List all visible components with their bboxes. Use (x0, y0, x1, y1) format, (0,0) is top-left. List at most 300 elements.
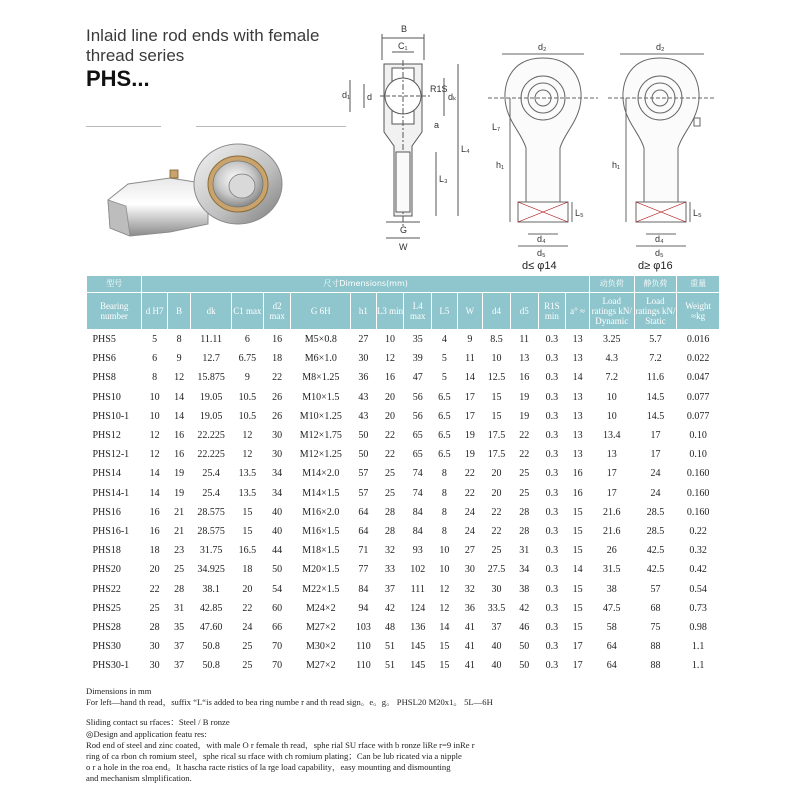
table-cell: 31 (510, 541, 538, 560)
table-row (87, 637, 720, 656)
column-header: d5 (510, 293, 538, 330)
table-cell: 28 (510, 522, 538, 541)
table-cell: 6.5 (432, 426, 458, 445)
label-B: B (401, 24, 408, 34)
label-W: W (399, 242, 408, 252)
table-cell: 17 (589, 484, 634, 503)
table-cell: 22.225 (191, 426, 231, 445)
table-cell: 22 (231, 599, 263, 618)
column-header: d H7 (142, 293, 168, 330)
table-cell: 0.3 (538, 656, 566, 675)
table-cell: 8 (432, 484, 458, 503)
label-G: G (400, 225, 408, 235)
table-row (87, 503, 720, 522)
table-cell: 34 (510, 560, 538, 579)
table-cell: 88 (634, 656, 677, 675)
table-cell: 19 (457, 445, 483, 464)
table-cell: 16 (167, 426, 190, 445)
label-d4-large: d₄ (655, 234, 664, 244)
table-cell: 10.5 (231, 388, 263, 407)
table-cell: 5.7 (634, 330, 677, 350)
column-header: a° ≈ (566, 293, 590, 330)
table-cell: 11 (510, 330, 538, 350)
table-cell: 0.3 (538, 464, 566, 483)
table-cell: 32 (376, 541, 404, 560)
table-cell: 0.3 (538, 349, 566, 368)
table-cell: 17 (566, 656, 590, 675)
table-cell: 33.5 (483, 599, 511, 618)
table-cell: 13 (589, 445, 634, 464)
table-cell: 111 (404, 579, 432, 598)
table-cell: 0.077 (677, 388, 720, 407)
bearing-number-cell: PHS10-1 (87, 407, 142, 426)
table-cell: 145 (404, 656, 432, 675)
table-cell: 0.016 (677, 330, 720, 350)
table-cell: 84 (404, 503, 432, 522)
table-cell: 17 (457, 388, 483, 407)
column-header: C1 max (231, 293, 263, 330)
table-cell: 0.3 (538, 330, 566, 350)
table-cell: 19.05 (191, 407, 231, 426)
table-cell: 40 (263, 522, 291, 541)
table-cell: 60 (263, 599, 291, 618)
table-cell: 17.5 (483, 426, 511, 445)
table-cell: 38.1 (191, 579, 231, 598)
table-cell: 34.925 (191, 560, 231, 579)
table-row (87, 599, 720, 618)
table-cell: 28 (376, 522, 404, 541)
table-cell: 14 (142, 464, 168, 483)
table-cell: 0.022 (677, 349, 720, 368)
table-cell: 50.8 (191, 637, 231, 656)
table-cell: 15 (432, 656, 458, 675)
table-cell: 16 (167, 445, 190, 464)
table-cell: 14 (566, 560, 590, 579)
table-cell: 24 (457, 503, 483, 522)
caption-small-bore: d≤ φ14 (522, 260, 557, 272)
table-cell: 145 (404, 637, 432, 656)
table-cell: 13.5 (231, 464, 263, 483)
table-cell: 14 (432, 618, 458, 637)
bearing-number-cell: PHS16 (87, 503, 142, 522)
column-header: L4 max (404, 293, 432, 330)
bearing-number-cell: PHS16-1 (87, 522, 142, 541)
table-cell: 0.3 (538, 445, 566, 464)
table-cell: 71 (351, 541, 377, 560)
table-row (87, 541, 720, 560)
bearing-number-cell: PHS25 (87, 599, 142, 618)
table-cell: 0.3 (538, 522, 566, 541)
table-cell: 12.5 (483, 368, 511, 387)
front-view-small (488, 32, 598, 272)
table-cell: 50 (510, 656, 538, 675)
table-cell: 47.60 (191, 618, 231, 637)
column-header: Load ratings kN/ Static (634, 293, 677, 330)
table-cell: 20 (483, 484, 511, 503)
spec-table (86, 275, 720, 675)
table-cell: 40 (483, 656, 511, 675)
table-cell: M14×2.0 (291, 464, 351, 483)
table-cell: 28.575 (191, 522, 231, 541)
table-cell: 25 (376, 484, 404, 503)
bearing-number-cell: PHS30 (87, 637, 142, 656)
bearing-number-cell: PHS12-1 (87, 445, 142, 464)
table-cell: 19.05 (191, 388, 231, 407)
table-cell: M27×2 (291, 656, 351, 675)
table-cell: 5 (142, 330, 168, 350)
table-cell: 42.85 (191, 599, 231, 618)
table-cell: 16.5 (231, 541, 263, 560)
table-cell: M20×1.5 (291, 560, 351, 579)
table-cell: 28 (167, 579, 190, 598)
table-cell: 0.047 (677, 368, 720, 387)
table-cell: 0.077 (677, 407, 720, 426)
table-cell: 15 (231, 522, 263, 541)
table-cell: 19 (457, 426, 483, 445)
table-cell: 37 (483, 618, 511, 637)
label-dk: dₖ (448, 92, 457, 102)
bearing-number-cell: PHS14 (87, 464, 142, 483)
table-row (87, 484, 720, 503)
table-cell: 24 (231, 618, 263, 637)
table-cell: 43 (351, 388, 377, 407)
table-cell: 15 (566, 522, 590, 541)
table-cell: 14 (142, 484, 168, 503)
table-cell: 28 (376, 503, 404, 522)
table-cell: 40 (263, 503, 291, 522)
group-header-model: 型号 (87, 276, 142, 293)
table-cell: 41 (457, 618, 483, 637)
table-cell: 26 (589, 541, 634, 560)
table-cell: 12 (142, 445, 168, 464)
table-cell: 37 (376, 579, 404, 598)
label-d: d (367, 92, 373, 102)
table-cell: 102 (404, 560, 432, 579)
table-cell: 64 (351, 522, 377, 541)
label-d2-large: d₂ (656, 42, 665, 52)
table-cell: 42.5 (634, 560, 677, 579)
table-cell: 14 (167, 388, 190, 407)
table-cell: 8 (432, 522, 458, 541)
label-L7: L₇ (492, 122, 501, 132)
column-header-row (87, 293, 720, 330)
bearing-number-cell: PHS5 (87, 330, 142, 350)
front-view-large (608, 32, 718, 272)
table-cell: 18 (263, 349, 291, 368)
table-cell: 64 (351, 503, 377, 522)
table-cell: 56 (404, 388, 432, 407)
table-cell: 1.1 (677, 656, 720, 675)
table-cell: 70 (263, 637, 291, 656)
group-header-weight: 重量 (677, 276, 720, 293)
table-cell: 36 (351, 368, 377, 387)
table-cell: 50.8 (191, 656, 231, 675)
bearing-number-cell: PHS8 (87, 368, 142, 387)
table-cell: 84 (404, 522, 432, 541)
table-cell: 30 (142, 637, 168, 656)
table-cell: 0.160 (677, 464, 720, 483)
table-cell: 22 (457, 484, 483, 503)
table-cell: 16 (566, 484, 590, 503)
table-cell: 15 (566, 579, 590, 598)
table-cell: 0.42 (677, 560, 720, 579)
table-cell: 18 (142, 541, 168, 560)
table-cell: 22 (142, 579, 168, 598)
table-cell: 5 (432, 368, 458, 387)
bearing-number-cell: PHS20 (87, 560, 142, 579)
note-design-3: o r a hole in the roa end。It hascha racte ristics of la rge load capability，easy mounting and dismounting (86, 762, 451, 773)
table-cell: 6.5 (432, 407, 458, 426)
note-design-1: Rod end of steel and zinc coated，with male O r female th read，sphe rial SU rface with b ronze liRe r=9 inRe r (86, 739, 475, 750)
table-cell: 16 (263, 330, 291, 350)
notes (86, 686, 746, 785)
table-cell: 17 (589, 464, 634, 483)
table-cell: 15 (432, 637, 458, 656)
table-cell: 41 (457, 637, 483, 656)
label-alpha: a (434, 120, 440, 130)
table-cell: M5×0.8 (291, 330, 351, 350)
divider-left (86, 126, 161, 127)
table-cell: 47 (404, 368, 432, 387)
table-cell: 14 (167, 407, 190, 426)
table-cell: 37 (167, 656, 190, 675)
table-cell: 17 (634, 426, 677, 445)
note-design-4: and mechanism slmplification. (86, 773, 192, 784)
table-cell: 28 (142, 618, 168, 637)
table-cell: 39 (404, 349, 432, 368)
table-cell: 16 (376, 368, 404, 387)
table-cell: 8 (142, 368, 168, 387)
table-cell: 8 (432, 464, 458, 483)
table-cell: M16×1.5 (291, 522, 351, 541)
table-cell: 30 (142, 656, 168, 675)
table-cell: 12 (142, 426, 168, 445)
table-cell: 103 (351, 618, 377, 637)
table-cell: 24 (634, 484, 677, 503)
table-cell: 0.3 (538, 541, 566, 560)
table-cell: 22 (457, 464, 483, 483)
table-cell: 0.22 (677, 522, 720, 541)
table-cell: 17 (634, 445, 677, 464)
table-cell: 9 (457, 330, 483, 350)
table-cell: 15.875 (191, 368, 231, 387)
table-cell: 8.5 (483, 330, 511, 350)
table-cell: 6.75 (231, 349, 263, 368)
table-cell: 0.10 (677, 426, 720, 445)
table-cell: 47.5 (589, 599, 634, 618)
table-cell: 22 (483, 522, 511, 541)
table-cell: 54 (263, 579, 291, 598)
table-cell: 25 (483, 541, 511, 560)
table-cell: 13 (566, 388, 590, 407)
table-cell: 56 (404, 407, 432, 426)
label-d4-small: d₄ (537, 234, 546, 244)
table-cell: 20 (231, 579, 263, 598)
table-cell: 50 (263, 560, 291, 579)
bearing-number-cell: PHS18 (87, 541, 142, 560)
table-cell: 7.2 (634, 349, 677, 368)
table-cell: 15 (231, 503, 263, 522)
table-cell: 110 (351, 637, 377, 656)
table-cell: 12 (167, 368, 190, 387)
table-cell: 20 (483, 464, 511, 483)
table-cell: 22 (510, 445, 538, 464)
table-cell: 10 (142, 388, 168, 407)
table-cell: 25 (142, 599, 168, 618)
table-cell: 50 (351, 426, 377, 445)
table-cell: 0.160 (677, 503, 720, 522)
table-cell: 24 (634, 464, 677, 483)
label-C1: C₁ (398, 41, 408, 51)
column-header: Weight ≈kg (677, 293, 720, 330)
table-cell: M10×1.25 (291, 407, 351, 426)
note-design-2: ring of ca rbon ch romium steel，sphe rical su rface with ch romium plating；Can be lub ricated via a nipple (86, 751, 462, 762)
table-cell: 50 (510, 637, 538, 656)
table-cell: 34 (263, 484, 291, 503)
table-cell: 16 (510, 368, 538, 387)
table-cell: 14.5 (634, 407, 677, 426)
table-cell: 66 (263, 618, 291, 637)
table-cell: 110 (351, 656, 377, 675)
column-header: Bearing number (87, 293, 142, 330)
label-L5-small: L₅ (575, 208, 584, 218)
table-cell: 14.5 (634, 388, 677, 407)
divider-right (196, 126, 346, 127)
table-cell: 65 (404, 426, 432, 445)
table-row (87, 464, 720, 483)
table-cell: 30 (263, 426, 291, 445)
table-cell: 28.5 (634, 503, 677, 522)
table-cell: 4.3 (589, 349, 634, 368)
table-cell: 57 (634, 579, 677, 598)
label-h1-large: h₁ (612, 160, 621, 170)
table-cell: 18 (231, 560, 263, 579)
table-row (87, 445, 720, 464)
table-cell: 17.5 (483, 445, 511, 464)
table-cell: 50 (351, 445, 377, 464)
table-cell: 35 (404, 330, 432, 350)
table-cell: 21.6 (589, 522, 634, 541)
table-cell: 6.5 (432, 445, 458, 464)
table-cell: 74 (404, 464, 432, 483)
table-cell: 0.10 (677, 445, 720, 464)
table-cell: 22 (376, 445, 404, 464)
table-cell: 30 (483, 579, 511, 598)
table-cell: 8 (167, 330, 190, 350)
table-cell: 42.5 (634, 541, 677, 560)
table-cell: 5 (432, 349, 458, 368)
table-cell: 30 (457, 560, 483, 579)
table-cell: 93 (404, 541, 432, 560)
table-cell: 0.32 (677, 541, 720, 560)
table-cell: 12 (432, 599, 458, 618)
table-cell: 30 (351, 349, 377, 368)
table-cell: 32 (457, 579, 483, 598)
table-cell: M27×2 (291, 618, 351, 637)
table-cell: 42 (376, 599, 404, 618)
table-cell: 16 (142, 522, 168, 541)
table-cell: 19 (510, 407, 538, 426)
table-cell: 16 (142, 503, 168, 522)
table-cell: 0.98 (677, 618, 720, 637)
table-cell: 77 (351, 560, 377, 579)
table-cell: 68 (634, 599, 677, 618)
table-cell: 15 (566, 503, 590, 522)
table-cell: 12.7 (191, 349, 231, 368)
table-cell: 6.5 (432, 388, 458, 407)
table-cell: 14 (566, 368, 590, 387)
table-cell: 13 (566, 407, 590, 426)
bearing-number-cell: PHS22 (87, 579, 142, 598)
table-cell: 27 (351, 330, 377, 350)
table-cell: 33 (376, 560, 404, 579)
table-cell: 13.5 (231, 484, 263, 503)
table-cell: 10.5 (231, 407, 263, 426)
table-cell: 25.4 (191, 484, 231, 503)
table-cell: 25 (231, 637, 263, 656)
label-R1S: R1S (430, 84, 448, 94)
table-cell: 21 (167, 503, 190, 522)
bearing-number-cell: PHS6 (87, 349, 142, 368)
table-cell: 10 (432, 541, 458, 560)
table-cell: 40 (483, 637, 511, 656)
table-cell: 10 (432, 560, 458, 579)
table-cell: 64 (589, 656, 634, 675)
table-cell: M16×2.0 (291, 503, 351, 522)
table-cell: 64 (589, 637, 634, 656)
table-cell: 13 (510, 349, 538, 368)
table-cell: 23 (167, 541, 190, 560)
title-line-1: Inlaid line rod ends with female (86, 26, 320, 45)
table-cell: 15 (566, 618, 590, 637)
label-d1: d₁ (342, 90, 351, 100)
table-cell: 0.3 (538, 560, 566, 579)
table-cell: 8 (432, 503, 458, 522)
table-row (87, 349, 720, 368)
table-cell: 1.1 (677, 637, 720, 656)
table-cell: 0.3 (538, 618, 566, 637)
table-cell: 35 (167, 618, 190, 637)
table-cell: 0.73 (677, 599, 720, 618)
table-row (87, 330, 720, 350)
table-cell: 22 (510, 426, 538, 445)
table-cell: 30 (263, 445, 291, 464)
table-cell: 48 (376, 618, 404, 637)
table-cell: 24 (457, 522, 483, 541)
table-row (87, 407, 720, 426)
table-cell: 19 (167, 484, 190, 503)
table-cell: 38 (510, 579, 538, 598)
table-cell: 0.3 (538, 426, 566, 445)
series-name: PHS... (86, 66, 150, 91)
table-cell: 9 (167, 349, 190, 368)
table-cell: 0.3 (538, 579, 566, 598)
table-cell: 42 (510, 599, 538, 618)
table-cell: 22 (483, 503, 511, 522)
table-cell: 51 (376, 656, 404, 675)
table-cell: 26 (263, 407, 291, 426)
section-drawing (340, 20, 470, 260)
table-cell: 13.4 (589, 426, 634, 445)
table-cell: 22.225 (191, 445, 231, 464)
table-cell: 28.5 (634, 522, 677, 541)
table-cell: 13 (566, 426, 590, 445)
label-L4: L₄ (461, 144, 470, 154)
column-header: d4 (483, 293, 511, 330)
table-cell: 58 (589, 618, 634, 637)
table-cell: 0.3 (538, 599, 566, 618)
table-cell: 34 (263, 464, 291, 483)
